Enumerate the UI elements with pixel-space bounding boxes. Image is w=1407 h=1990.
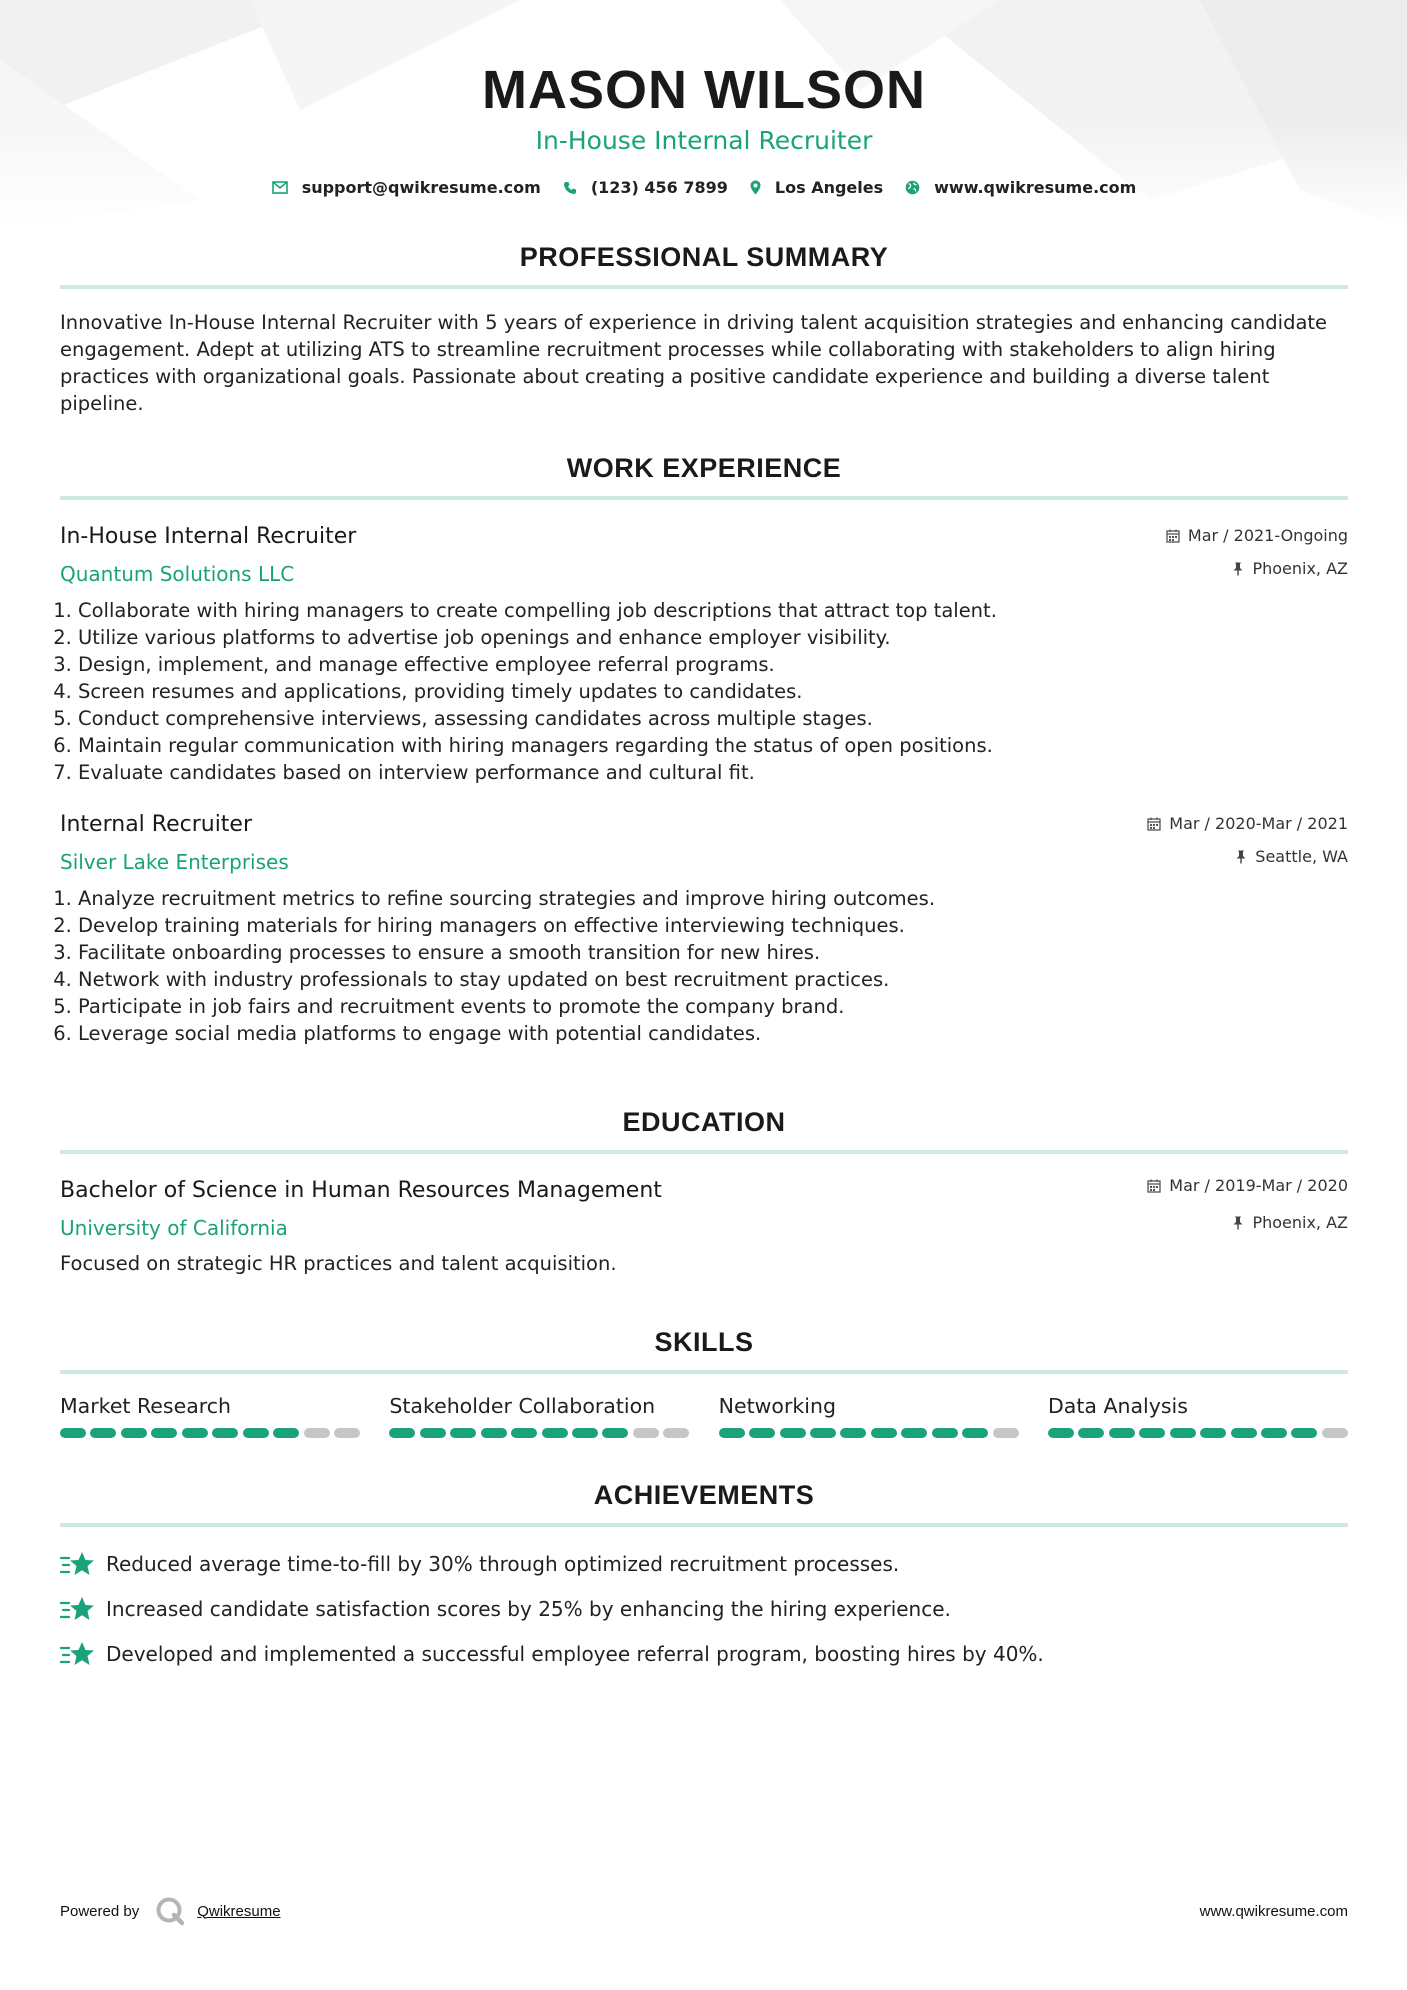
map-pin-icon bbox=[750, 180, 761, 195]
school-name: University of California bbox=[60, 1216, 288, 1240]
skill-segment-filled bbox=[182, 1428, 208, 1438]
duty-item: 4. Screen resumes and applications, providing timely updates to candidates. bbox=[78, 678, 1348, 705]
contact-bar bbox=[60, 178, 1348, 197]
skill-segment-filled bbox=[60, 1428, 86, 1438]
skill-level-bar bbox=[389, 1428, 689, 1438]
skill-segment-filled bbox=[810, 1428, 836, 1438]
skills-heading: SKILLS bbox=[654, 1327, 754, 1357]
star-icon bbox=[60, 1550, 96, 1578]
education-entry bbox=[60, 1176, 1348, 1277]
location-text: Los Angeles bbox=[774, 178, 884, 197]
skill-segment-filled bbox=[572, 1428, 598, 1438]
location-text: Phoenix, AZ bbox=[1252, 559, 1348, 578]
pushpin-icon bbox=[1232, 1216, 1244, 1230]
job-location bbox=[1235, 847, 1348, 866]
section-divider bbox=[60, 1370, 1348, 1374]
skill-segment-empty bbox=[993, 1428, 1019, 1438]
qwikresume-link[interactable]: Qwikresume bbox=[197, 1902, 281, 1920]
summary-heading: PROFESSIONAL SUMMARY bbox=[519, 242, 889, 272]
skill-segment-empty bbox=[334, 1428, 360, 1438]
achievement-text: Increased candidate satisfaction scores by 25% by enhancing the hiring experience. bbox=[106, 1596, 951, 1621]
footer-website[interactable]: www.qwikresume.com bbox=[1199, 1902, 1348, 1920]
duty-item: 1. Collaborate with hiring managers to create compelling job descriptions that attract top talent. bbox=[78, 597, 1348, 624]
website-text: www.qwikresume.com bbox=[934, 178, 1137, 197]
skill-segment-filled bbox=[1048, 1428, 1074, 1438]
degree-title: Bachelor of Science in Human Resources Management bbox=[60, 1178, 662, 1203]
job-location bbox=[1232, 559, 1348, 578]
achievements-section bbox=[60, 1480, 1348, 1676]
skill-segment-filled bbox=[243, 1428, 269, 1438]
skill-segment-filled bbox=[1139, 1428, 1165, 1438]
duty-item: 5. Conduct comprehensive interviews, assessing candidates across multiple stages. bbox=[78, 705, 1348, 732]
contact-website[interactable] bbox=[905, 178, 1136, 197]
calendar-icon bbox=[1166, 529, 1180, 543]
contact-email[interactable] bbox=[272, 178, 541, 197]
job-title: Internal Recruiter bbox=[60, 812, 253, 837]
achievement-item bbox=[60, 1631, 1348, 1676]
dates-text: Mar / 2020-Mar / 2021 bbox=[1169, 814, 1348, 833]
experience-heading: WORK EXPERIENCE bbox=[566, 453, 842, 483]
job-entry bbox=[60, 522, 1348, 786]
skill-segment-empty bbox=[663, 1428, 689, 1438]
resume-page bbox=[60, 0, 1348, 1676]
achievement-text: Reduced average time-to-fill by 30% through optimized recruitment processes. bbox=[106, 1551, 900, 1576]
globe-icon bbox=[905, 180, 920, 195]
skill-segment-empty bbox=[1322, 1428, 1348, 1438]
resume-header bbox=[60, 0, 1348, 197]
skill-segment-filled bbox=[1291, 1428, 1317, 1438]
envelope-icon bbox=[272, 181, 288, 194]
section-divider bbox=[60, 496, 1348, 500]
star-icon bbox=[60, 1640, 96, 1668]
skill-item bbox=[389, 1392, 689, 1438]
pushpin-icon bbox=[1235, 850, 1247, 864]
job-dates bbox=[1166, 526, 1348, 545]
section-divider bbox=[60, 285, 1348, 289]
education-section bbox=[60, 1107, 1348, 1277]
skill-item bbox=[719, 1392, 1019, 1438]
duty-item: 7. Evaluate candidates based on interview performance and cultural fit. bbox=[78, 759, 1348, 786]
job-dates bbox=[1147, 814, 1348, 833]
location-text: Phoenix, AZ bbox=[1252, 1213, 1348, 1232]
skill-segment-filled bbox=[121, 1428, 147, 1438]
email-text: support@qwikresume.com bbox=[301, 178, 541, 197]
pushpin-icon bbox=[1232, 562, 1244, 576]
experience-section bbox=[60, 453, 1348, 1047]
duty-item: 6. Maintain regular communication with hiring managers regarding the status of open positions. bbox=[78, 732, 1348, 759]
achievement-item bbox=[60, 1541, 1348, 1586]
summary-text: Innovative In-House Internal Recruiter with 5 years of experience in driving talent acquisition strategies and enhancing candidate engagement. Adept at utilizing ATS to streamline recruitment processes while collaborating with stakeholders to align hiring practices with organizational goals. Passionate about creating a positive candidate experience and building a diverse talent pipeline. bbox=[60, 311, 1328, 415]
company-name: Quantum Solutions LLC bbox=[60, 562, 295, 586]
candidate-name: MASON WILSON bbox=[482, 60, 926, 120]
education-location bbox=[1232, 1213, 1348, 1232]
skill-segment-filled bbox=[780, 1428, 806, 1438]
calendar-icon bbox=[1147, 1179, 1161, 1193]
calendar-icon bbox=[1147, 817, 1161, 831]
skill-segment-filled bbox=[1231, 1428, 1257, 1438]
duty-item: 4. Network with industry professionals to stay updated on best recruitment practices. bbox=[78, 966, 1348, 993]
skill-level-bar bbox=[719, 1428, 1019, 1438]
education-dates bbox=[1147, 1176, 1348, 1195]
dates-text: Mar / 2021-Ongoing bbox=[1187, 526, 1348, 545]
skill-segment-filled bbox=[719, 1428, 745, 1438]
summary-section bbox=[60, 242, 1348, 417]
duty-item: 2. Utilize various platforms to advertise job openings and enhance employer visibility. bbox=[78, 624, 1348, 651]
achievement-text: Developed and implemented a successful employee referral program, boosting hires by 40%. bbox=[106, 1641, 1044, 1666]
skill-item bbox=[60, 1392, 360, 1438]
duty-item: 2. Develop training materials for hiring managers on effective interviewing techniques. bbox=[78, 912, 1348, 939]
location-text: Seattle, WA bbox=[1255, 847, 1348, 866]
powered-by-label: Powered by bbox=[60, 1902, 140, 1920]
skill-segment-filled bbox=[962, 1428, 988, 1438]
skill-name: Market Research bbox=[60, 1394, 232, 1418]
phone-icon bbox=[563, 181, 577, 195]
skill-segment-filled bbox=[1170, 1428, 1196, 1438]
candidate-role: In-House Internal Recruiter bbox=[535, 126, 873, 155]
contact-phone[interactable] bbox=[563, 178, 728, 197]
skill-segment-empty bbox=[304, 1428, 330, 1438]
section-divider bbox=[60, 1523, 1348, 1527]
duties-list bbox=[60, 885, 1348, 1047]
skill-name: Data Analysis bbox=[1047, 1394, 1188, 1418]
skill-segment-filled bbox=[1261, 1428, 1287, 1438]
skill-segment-filled bbox=[1109, 1428, 1135, 1438]
education-description: Focused on strategic HR practices and talent acquisition. bbox=[60, 1252, 617, 1275]
skill-segment-filled bbox=[511, 1428, 537, 1438]
phone-text: (123) 456 7899 bbox=[590, 178, 728, 197]
duty-item: 3. Facilitate onboarding processes to ensure a smooth transition for new hires. bbox=[78, 939, 1348, 966]
skill-segment-filled bbox=[481, 1428, 507, 1438]
skill-segment-filled bbox=[212, 1428, 238, 1438]
duty-item: 1. Analyze recruitment metrics to refine sourcing strategies and improve hiring outcomes. bbox=[78, 885, 1348, 912]
dates-text: Mar / 2019-Mar / 2020 bbox=[1169, 1176, 1348, 1195]
skill-segment-filled bbox=[749, 1428, 775, 1438]
skill-item bbox=[1048, 1392, 1348, 1438]
skill-segment-filled bbox=[871, 1428, 897, 1438]
skill-segment-filled bbox=[932, 1428, 958, 1438]
skill-level-bar bbox=[60, 1428, 360, 1438]
contact-location bbox=[750, 178, 883, 197]
qwikresume-logo-icon bbox=[155, 1896, 185, 1926]
achievement-item bbox=[60, 1586, 1348, 1631]
skill-segment-filled bbox=[450, 1428, 476, 1438]
section-divider bbox=[60, 1150, 1348, 1154]
skill-segment-filled bbox=[1200, 1428, 1226, 1438]
skill-segment-filled bbox=[90, 1428, 116, 1438]
duty-item: 3. Design, implement, and manage effective employee referral programs. bbox=[78, 651, 1348, 678]
star-icon bbox=[60, 1595, 96, 1623]
achievements-list bbox=[60, 1541, 1348, 1676]
skill-segment-filled bbox=[901, 1428, 927, 1438]
skill-segment-empty bbox=[633, 1428, 659, 1438]
job-title: In-House Internal Recruiter bbox=[60, 524, 357, 549]
achievements-heading: ACHIEVEMENTS bbox=[593, 1480, 815, 1510]
powered-by bbox=[60, 1896, 281, 1926]
skill-name: Stakeholder Collaboration bbox=[389, 1394, 656, 1418]
duty-item: 5. Participate in job fairs and recruitment events to promote the company brand. bbox=[78, 993, 1348, 1020]
skill-name: Networking bbox=[718, 1394, 836, 1418]
page-footer bbox=[60, 1896, 1348, 1926]
skill-segment-filled bbox=[389, 1428, 415, 1438]
company-name: Silver Lake Enterprises bbox=[60, 850, 289, 874]
skills-grid bbox=[60, 1392, 1348, 1438]
skill-segment-filled bbox=[151, 1428, 177, 1438]
duties-list bbox=[60, 597, 1348, 786]
skill-level-bar bbox=[1048, 1428, 1348, 1438]
skill-segment-filled bbox=[840, 1428, 866, 1438]
skill-segment-filled bbox=[420, 1428, 446, 1438]
skill-segment-filled bbox=[1078, 1428, 1104, 1438]
skill-segment-filled bbox=[602, 1428, 628, 1438]
duty-item: 6. Leverage social media platforms to engage with potential candidates. bbox=[78, 1020, 1348, 1047]
education-heading: EDUCATION bbox=[622, 1107, 786, 1137]
skill-segment-filled bbox=[542, 1428, 568, 1438]
job-entry bbox=[60, 810, 1348, 1047]
skill-segment-filled bbox=[273, 1428, 299, 1438]
skills-section bbox=[60, 1327, 1348, 1438]
